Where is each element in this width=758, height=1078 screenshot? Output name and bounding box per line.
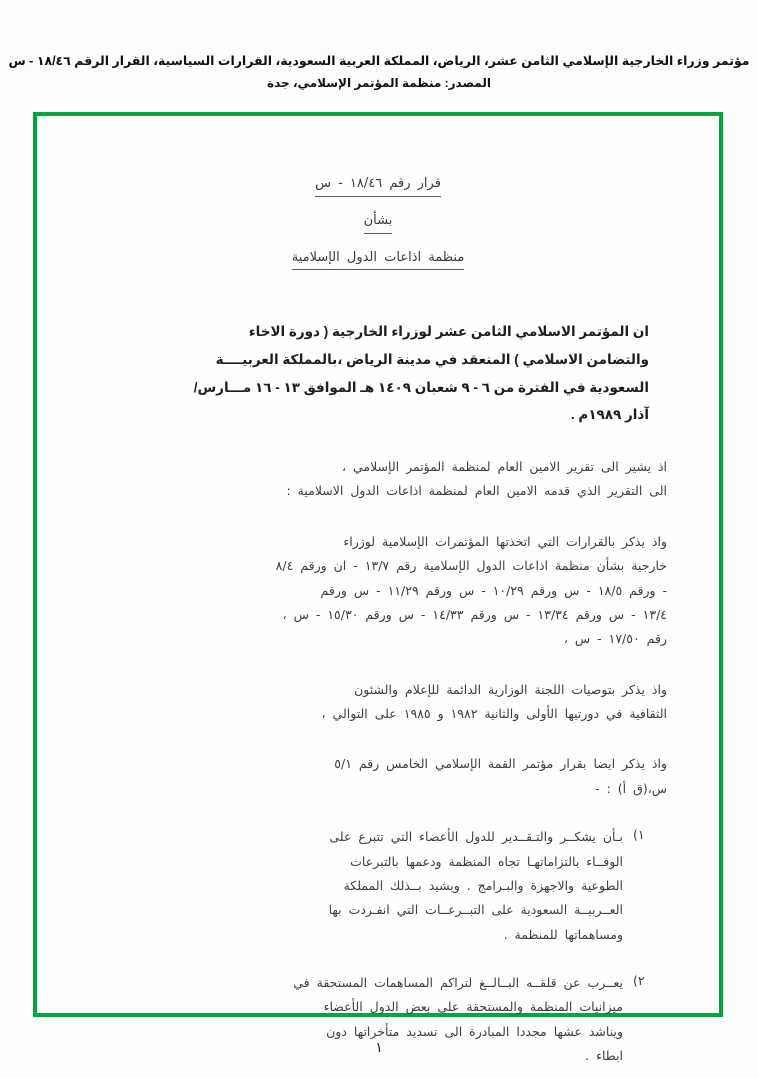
header-source-line: المصدر: منظمة المؤتمر الإسلامي، جدة [267,75,491,90]
preamble-line: السعودية في الفترة من ٦ - ٩ شعبان ١٤٠٩ هـ الموافق ١٣ - ١٦ مـــارس/ [193,379,649,395]
recital-line: ١٣/٤ - س ورقم ١٣/٣٤ - س ورقم ١٤/٣٣ - س ورقم ١٥/٣٠ - س ، [282,606,667,622]
document-body [43,122,713,1064]
list-item-number: ١) [633,827,645,843]
list-item-body [93,825,623,947]
recital-line: الى التقرير الذي قدمه الامين العام لمنظمة اذاعات الدول الاسلامية : [286,483,667,499]
list-item-line: الوفــاء بالتزاماتهـا تجاه المنظمة ودعمها بالتبرعات [350,853,623,869]
recital-paragraph [83,530,673,652]
list-item-line: ميزانيات المنظمة والمستحقة على بعض الدول الأعضاء [323,999,623,1015]
document-title-block [83,174,673,284]
recital-line: واذ يذكر بتوصيات اللجنة الوزارية الدائمة للإعلام والشئون [354,681,667,697]
recital-line: - ورقم ١٨/٥ - س ورقم ١٠/٢٩ - س ورقم ١١/٢٩ - س ورقم [320,582,667,598]
recital-paragraph [83,455,673,504]
recital-line: رقم ١٧/٥٠ - س ، [563,631,667,647]
list-item-line: بـأن يشكــر والتـقــدير للدول الأعضاء التي تتبرع على [329,829,623,845]
header-citation-line: مؤتمر وزراء الخارجية الإسلامي الثامن عشر، الرياض، المملكة العربية السعودية، القرارات السياسية، القرار الرقم ١٨/٤٦ - س [8,54,750,68]
list-item-line: العــربيــة السعودية على التبــرعــات التي انفـردت بها [328,902,623,918]
list-item-number: ٢) [633,973,645,989]
recital-line: واذ يذكر ايضا بقرار مؤتمر القمة الإسلامي الخامس رقم ٥/١ [334,756,667,772]
list-item-line: الطوعية والاجهزة والبـرامج . ويشيد بــذلك المملكة [343,877,623,893]
list-item-line: ويناشد عشها مجددا المبادرة الى تسديد متأخراتها دون [326,1023,623,1039]
green-border-frame [33,112,723,1064]
resolution-about-label: بشأن [364,211,393,234]
page-number: ١ [375,1040,383,1056]
recital-line: س،(ق أ) : - [595,780,667,796]
recital-line: اذ يشير الى تقرير الامين العام لمنظمة المؤتمر الإسلامي ، [341,459,667,475]
recital-line: الثقافية في دورتيها الأولى والثانية ١٩٨٢ و ١٩٨٥ على التوالي ، [321,706,667,722]
document-header [0,52,758,92]
list-item [83,825,673,947]
preamble-line: ان المؤتمر الاسلامي الثامن عشر لوزراء الخارجية ( دورة الاخاء [248,324,649,340]
resolution-subject-title: منظمة اذاعات الدول الإسلامية [292,248,465,271]
resolution-number-title: قرار رقم ١٨/٤٦ - س [315,174,441,197]
recital-paragraph [83,752,673,801]
list-item-line: ابطاء . [585,1048,623,1064]
list-item-line: يعــرب عن قلقــه البــالــغ لتراكم المساهمات المستحقة في [293,975,623,991]
preamble-line: آذار ١٩٨٩م . [570,407,649,423]
recital-line: واذ يذكر بالقرارات التي اتخذتها المؤتمرات الإسلامية لوزراء [343,533,667,549]
recital-line: خارجية بشأن منظمة اذاعات الدول الإسلامية رقم ١٣/٧ - ان ورقم ٨/٤ [275,558,667,574]
recital-paragraph [83,678,673,727]
list-item-line: ومساهماتها للمنظمة . [503,926,623,942]
preamble-block [83,318,673,429]
preamble-line: والتضامن الاسلامي ) المنعقد في مدينة الرياض ،بالمملكة العربيــــة [215,352,649,368]
